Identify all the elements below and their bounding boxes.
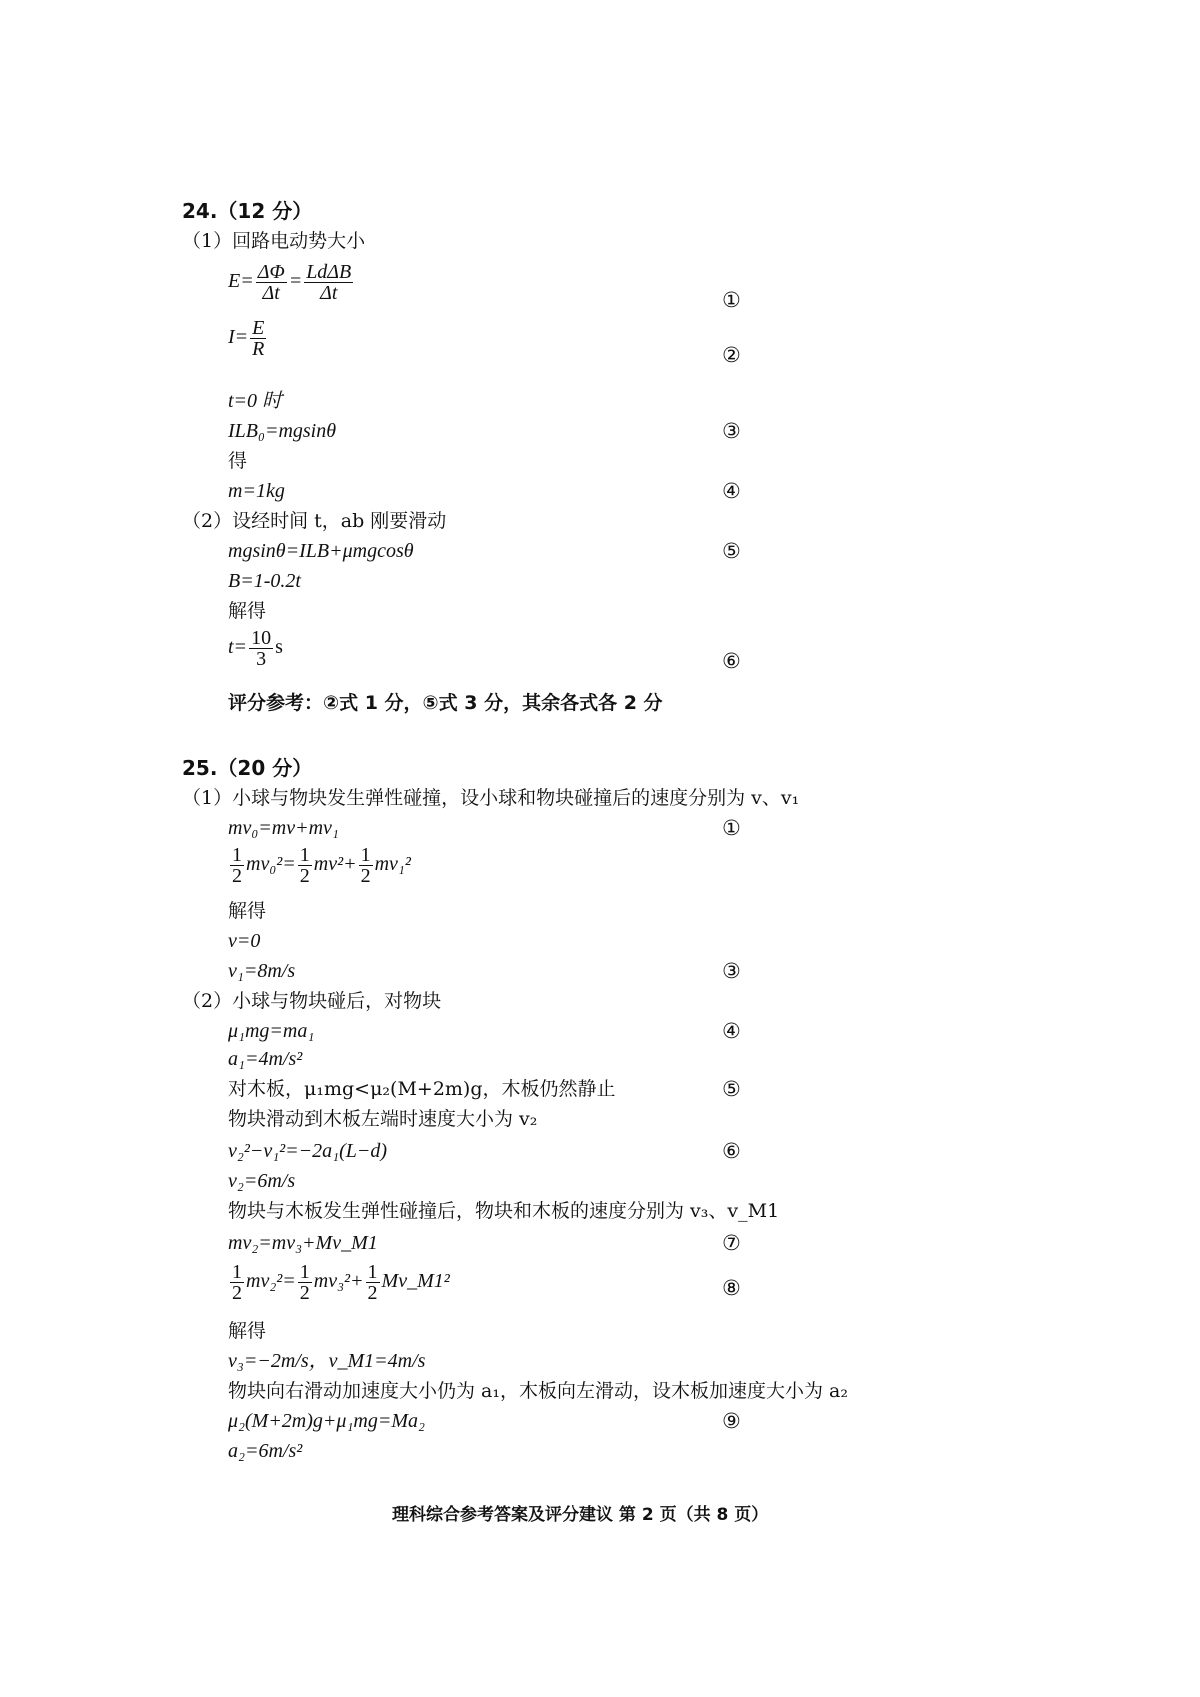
q24-eq5: mgsinθ=ILB+μmgcosθ <box>228 540 414 562</box>
q25-eq5: 对木板，μ₁mg<μ₂(M+2m)g，木板仍然静止 <box>228 1078 616 1100</box>
q25-eq5-mark: ⑤ <box>722 1077 741 1101</box>
q25-collide: 物块与木板发生弹性碰撞后，物块和木板的速度分别为 v₃、v_M1 <box>228 1200 780 1222</box>
q25-part1: （1）小球与物块发生弹性碰撞，设小球和物块碰撞后的速度分别为 v、v₁ <box>182 787 800 809</box>
q24-score: 评分参考：②式 1 分，⑤式 3 分，其余各式各 2 分 <box>228 692 663 714</box>
q25-eq9-mark: ⑨ <box>722 1409 741 1433</box>
q25-accel: 物块向右滑动加速度大小仍为 a₁，木板向左滑动，设木板加速度大小为 a₂ <box>228 1380 848 1402</box>
q25-eq1-mark: ① <box>722 816 741 840</box>
q25-v1: v₁=8m/s <box>228 960 296 982</box>
q24-title: 24.（12 分） <box>182 199 313 223</box>
q25-v2: v₂=6m/s <box>228 1170 296 1192</box>
q25-eq6-mark: ⑥ <box>722 1139 741 1163</box>
q24-eqB: B=1-0.2t <box>228 570 301 592</box>
q25-v0: v=0 <box>228 930 261 952</box>
q24-eq2-mark: ② <box>722 343 741 367</box>
q25-a2: a₂=6m/s² <box>228 1440 303 1462</box>
q24-eq3: ILB₀=mgsinθ <box>228 420 337 442</box>
q25-v1-mark: ③ <box>722 959 741 983</box>
q25-v3: v₃=−2m/s，v_M1=4m/s <box>228 1350 426 1372</box>
q25-eq7: mv₂=mv₃+Mv_M1 <box>228 1232 378 1254</box>
q24-part1: （1）回路电动势大小 <box>182 230 366 252</box>
q25-eq6: v₂²−v₁²=−2a₁(L−d) <box>228 1140 388 1162</box>
q25-eq8-mark: ⑧ <box>722 1276 741 1300</box>
q24-eq1-mark: ① <box>722 288 741 312</box>
q25-title: 25.（20 分） <box>182 756 313 780</box>
page-footer: 理科综合参考答案及评分建议 第 2 页（共 8 页） <box>392 1505 769 1525</box>
q24-eq6: t= $\frac{10}{3}$ s <box>228 627 283 670</box>
q25-eq7-mark: ⑦ <box>722 1231 741 1255</box>
q25-eq8: $\frac{1}{2}$ mv₂²= $\frac{1}{2}$ mv₃²+ $\frac{1}{2}$ Mv_M1² <box>232 1261 450 1304</box>
q24-eq4-mark: ④ <box>722 479 741 503</box>
q24-eq2: I= $\frac{E}{R}$ <box>228 317 265 360</box>
q25-jiede2: 解得 <box>228 1320 267 1342</box>
q25-eq4: μ₁mg=ma₁ <box>228 1020 315 1042</box>
q25-eq2: $\frac{1}{2}$ mv₀²= $\frac{1}{2}$ mv²+ $\frac{1}{2}$ mv₁² <box>232 844 411 887</box>
q25-part2: （2）小球与物块碰后，对物块 <box>182 990 442 1012</box>
q24-eq5-mark: ⑤ <box>722 539 741 563</box>
q25-eq4-mark: ④ <box>722 1019 741 1043</box>
q24-t0: t=0 时 <box>228 390 283 412</box>
q25-a1: a₁=4m/s² <box>228 1048 303 1070</box>
q25-slide: 物块滑动到木板左端时速度大小为 v₂ <box>228 1108 538 1130</box>
q24-eq3-mark: ③ <box>722 419 741 443</box>
q24-de: 得 <box>228 450 248 472</box>
q24-part2: （2）设经时间 t，ab 刚要滑动 <box>182 510 447 532</box>
q24-eq6-mark: ⑥ <box>722 649 741 673</box>
q25-eq9: μ₂(M+2m)g+μ₁mg=Ma₂ <box>228 1410 425 1432</box>
q24-jiede: 解得 <box>228 600 267 622</box>
q24-eq1: E= $\frac{\Delta\Phi}{\Delta t}$ = $\frac{\text{LdΔB}}{\Delta t}$ <box>228 261 352 304</box>
q25-jiede1: 解得 <box>228 900 267 922</box>
q25-eq1: mv₀=mv+mv₁ <box>228 817 339 839</box>
q24-eq4: m=1kg <box>228 480 285 502</box>
